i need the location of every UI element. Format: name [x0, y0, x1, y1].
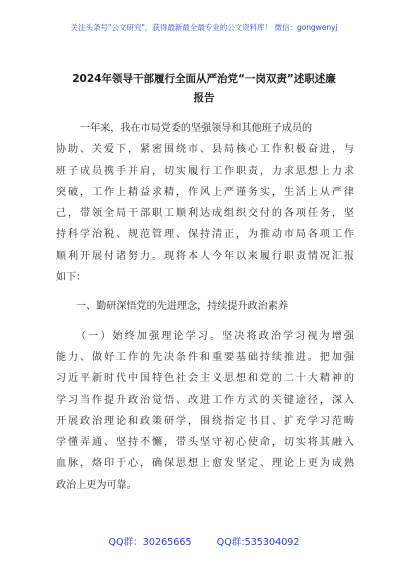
paragraph-line: 持科学治税、规范管理、保持清正，为推动市局各项工作: [56, 229, 354, 241]
paragraph-line: 学习当作提升政治觉悟、改进工作方式的关键途径，深入: [56, 394, 354, 406]
header-banner: 关注头条号"公文研究"，获得最新最全最专业的公文资料库！ 微信：gongwenyj: [70, 23, 338, 32]
paragraph-line: 学懂弄通、坚持不懈，带头坚守初心使命，切实将其融入: [56, 437, 354, 449]
paragraph-line: 开展政治理论和政策研学，围绕指定书目、扩充学习范畴: [56, 415, 354, 427]
paragraph-line: 顺利开展付诸努力。现将本人今年以来履行职责情况汇报: [56, 250, 354, 262]
paragraph-line: 一年来，我在市局党委的坚强领导和其他班子成员的: [80, 123, 313, 134]
qq-group-2: QQ群:535304092: [216, 537, 300, 548]
document-body: [56, 118, 354, 496]
intro-paragraph: [56, 118, 354, 288]
paragraph-line: 协助、关爱下，紧密围绕市、县局核心工作积极奋进，与: [56, 144, 354, 156]
title-line-2: 报告: [193, 92, 215, 104]
paragraph-line: 己，带领全局干部职工顺利达成组织交付的各项任务，坚: [56, 208, 354, 220]
section-heading: 一、勤研深悟党的先进理念，持续提升政治素养: [76, 301, 288, 313]
paragraph-line: （一）始终加强理论学习。坚决将政治学习视为增强: [76, 330, 354, 342]
subsection-paragraph: [56, 326, 354, 496]
paragraph-line: 能力、做好工作的先决条件和重要基础持续推进。把加强: [56, 351, 354, 363]
paragraph-line: 如下：: [56, 272, 87, 284]
paragraph-line: 习近平新时代中国特色社会主义思想和党的二十大精神的: [56, 373, 354, 385]
footer-contacts: [0, 534, 408, 548]
qq-group-1: QQ群：30265665: [108, 537, 192, 548]
paragraph-line: 血脉，烙印于心，确保思想上愈发坚定、理论上更为成熟: [56, 458, 354, 470]
paragraph-line: 突破，工作上精益求精，作风上严谨务实，生活上从严律: [56, 186, 354, 198]
paragraph-line: 政治上更为可靠。: [56, 479, 137, 491]
paragraph-line: 班子成员携手并肩，切实履行工作职责，力求思想上力求: [56, 165, 354, 177]
document-title: [30, 70, 378, 108]
title-line-1: 2024年领导干部履行全面从严治党“一岗双责”述职述廉: [72, 73, 336, 85]
